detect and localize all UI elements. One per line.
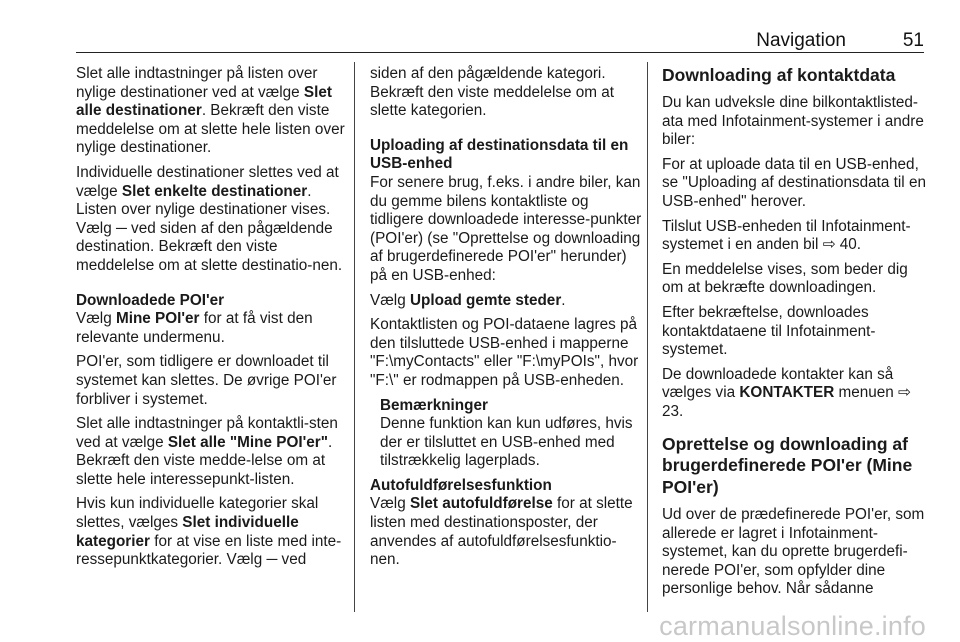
column-divider-left <box>354 62 355 612</box>
section-title: Navigation <box>756 30 846 51</box>
paragraph: Du kan udveksle dine bilkontaktlisted‐ata med Infotainment-systemer i andre biler: <box>662 94 924 149</box>
page-header <box>76 30 924 52</box>
heading-create-pois: Oprettelse og downloading af brugerdefinerede POI'er (Mine POI'er) <box>662 433 913 497</box>
paragraph: De downloadede kontakter kan så vælges via KONTAKTER menuen ⇨ 23. <box>662 365 911 420</box>
paragraph: Efter bekræftelse, downloades kontaktdataene til Infotainment-systemet. <box>662 303 876 359</box>
watermark-text: carmanualsonline.info <box>659 611 926 641</box>
paragraph: For senere brug, f.eks. i andre biler, kan du gemme bilens kontaktliste og tidligere downloadede interesse‐punkter (POI'er) (se "Oprettelse og downloading af brugerdefinerede POI'er" herunder) på en USB-enhed: <box>370 173 642 284</box>
paragraph: Ud over de prædefinerede POI'er, som allerede er lagret i Infotainment-systemet, kan du oprette brugerdefi‐nerede POI'er, som opfylder dine personlige behov. Når sådanne <box>662 506 925 598</box>
paragraph: Slet alle indtastninger på kontaktli‐sten ved at vælge Slet alle "Mine POI'er". Bekræft den viste medde‐lelse om at slette hele interessepunkt‐listen. <box>76 415 338 488</box>
note-text: Denne funktion kan kun udføres, hvis der er tilsluttet en USB-enhed med tilstrækkelig lagerplads. <box>380 415 633 470</box>
paragraph: siden af den pågældende kategori. Bekræft den viste meddelelse om at slette kategorien. <box>370 65 615 120</box>
paragraph: Vælg Mine POI'er for at få vist den relevante undermenu. <box>76 310 313 346</box>
column-divider-right <box>647 62 648 612</box>
note-title: Bemærkninger <box>380 396 488 414</box>
paragraph: Individuelle destinationer slettes ved at vælge Slet enkelte destinationer. Listen over nylige destinationer vises. Vælg ─ ved siden af den pågældende destination. Bekræft den viste meddelelse om at slette destinatio‐nen. <box>76 163 343 274</box>
paragraph: POI'er, som tidligere er downloadet til systemet kan slettes. De øvrige POI'er forbliver i systemet. <box>76 353 337 408</box>
page-number: 51 <box>902 30 924 51</box>
paragraph: Vælg Slet autofuldførelse for at slette listen med destinationsposter, der anvendes af autofuldførelsesfunktio‐nen. <box>370 495 633 569</box>
heading-download-contacts: Downloading af kontaktdata <box>662 65 896 85</box>
subheading-autocomplete: Autofuldførelsesfunktion <box>370 476 552 494</box>
paragraph: Vælg Upload gemte steder. <box>370 291 566 309</box>
subheading-downloaded-pois: Downloadede POI'er <box>76 291 225 309</box>
paragraph: En meddelelse vises, som beder dig om at bekræfte downloadingen. <box>662 260 908 297</box>
header-divider <box>76 52 924 53</box>
paragraph: Tilslut USB-enheden til Infotainment-systemet i en anden bil ⇨ 40. <box>662 217 911 254</box>
paragraph: Slet alle indtastninger på listen over nylige destinationer ved at vælge Slet alle destinationer. Bekræft den viste meddelelse om at slette hele listen over nylige destinationer. <box>76 65 345 157</box>
subheading-upload-usb: Uploading af destinationsdata til en USB-enhed <box>370 136 629 173</box>
column-3 <box>662 65 928 605</box>
paragraph: Kontaktlisten og POI-dataene lagres på den tilsluttede USB-enhed i mapperne "F:\myContacts" eller "F:\myPOIs", hvor "F:\" er rodmappen på USB-enheden. <box>370 316 639 389</box>
note-box <box>380 397 645 471</box>
paragraph: Hvis kun individuelle kategorier skal slettes, vælges Slet individuelle kategorier for at vise en liste med inte‐ressepunktkategorier. Vælg ─ ved <box>76 495 342 569</box>
column-2 <box>370 65 645 576</box>
paragraph: For at uploade data til en USB-enhed, se "Uploading af destinationsdata til en USB-enhed" herover. <box>662 155 926 210</box>
column-1 <box>76 65 351 576</box>
